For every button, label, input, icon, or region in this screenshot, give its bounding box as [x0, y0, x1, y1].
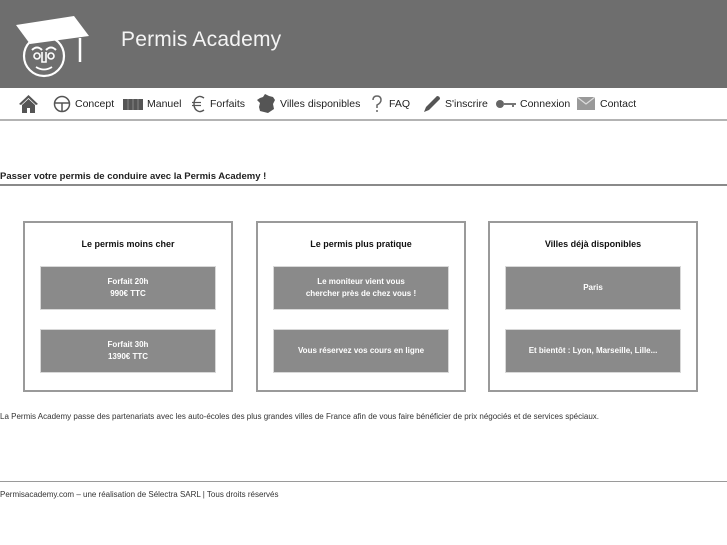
box-cheaper [23, 221, 233, 392]
tile-line: 990€ TTC [110, 289, 146, 298]
tile-paris[interactable] [505, 266, 681, 310]
nav-item-sinscrire[interactable] [423, 88, 488, 119]
steering-wheel-icon [53, 95, 71, 113]
tile-line: Forfait 20h [107, 276, 149, 286]
nav-item-contact[interactable] [577, 88, 636, 119]
tile-upcoming-cities[interactable] [505, 329, 681, 373]
nav-label: Forfaits [210, 97, 246, 110]
tile-line: Et bientôt : Lyon, Marseille, Lille... [528, 345, 658, 355]
nav-label: Concept [75, 97, 115, 110]
site-title[interactable]: Permis Academy [121, 28, 282, 51]
tile-line: Le moniteur vient vous [317, 276, 405, 286]
main-nav [0, 88, 727, 121]
logo-graduate-face-icon[interactable] [14, 12, 94, 80]
box-title: Le permis moins cher [81, 239, 175, 249]
nav-item-forfaits[interactable] [192, 88, 245, 119]
partner-text: La Permis Academy passe des partenariats avec les auto-écoles des plus grandes villes de France afin de vous faire bénéficier de prix négociés et de services spéciaux. [0, 412, 599, 421]
france-map-icon [256, 94, 276, 113]
tile-online-booking[interactable] [273, 329, 449, 373]
tile-line: 1390€ TTC [107, 352, 149, 361]
box-cities [488, 221, 698, 392]
nav-label: Contact [600, 97, 637, 110]
nav-item-concept[interactable] [53, 88, 114, 119]
footer-text: Permisacademy.com – une réalisation de Sélectra SARL | Tous droits réservés [0, 490, 279, 499]
tile-forfait-20h[interactable] [40, 266, 216, 310]
nav-item-connexion[interactable] [496, 88, 570, 119]
nav-label: Connexion [520, 97, 571, 110]
nav-label: Manuel [147, 97, 182, 110]
book-icon [123, 97, 143, 111]
intro-heading: Passer votre permis de conduire avec la Permis Academy ! [0, 171, 267, 182]
nav-label: Villes disponibles [280, 97, 361, 110]
tile-line: Vous réservez vos cours en ligne [297, 345, 425, 355]
question-icon [371, 95, 383, 113]
nav-label: FAQ [389, 97, 411, 110]
box-practical [256, 221, 466, 392]
nav-item-manuel[interactable] [123, 88, 181, 119]
divider [0, 184, 727, 186]
home-icon [18, 94, 39, 114]
site-header [0, 0, 727, 88]
nav-item-faq[interactable] [371, 88, 410, 119]
nav-label: S'inscrire [445, 97, 488, 110]
envelope-icon [577, 97, 595, 110]
tile-line: Paris [583, 282, 603, 292]
nav-item-villes[interactable] [256, 88, 360, 119]
euro-icon [192, 95, 206, 113]
pen-icon [423, 95, 441, 113]
box-title: Le permis plus pratique [310, 239, 412, 249]
tile-instructor-pickup[interactable] [273, 266, 449, 310]
nav-item-home[interactable] [18, 88, 43, 119]
box-title: Villes déjà disponibles [544, 239, 642, 249]
tile-line: chercher près de chez vous ! [305, 289, 417, 298]
footer-divider [0, 481, 727, 482]
tile-line: Forfait 30h [107, 339, 149, 349]
tile-forfait-30h[interactable] [40, 329, 216, 373]
key-icon [496, 99, 516, 109]
